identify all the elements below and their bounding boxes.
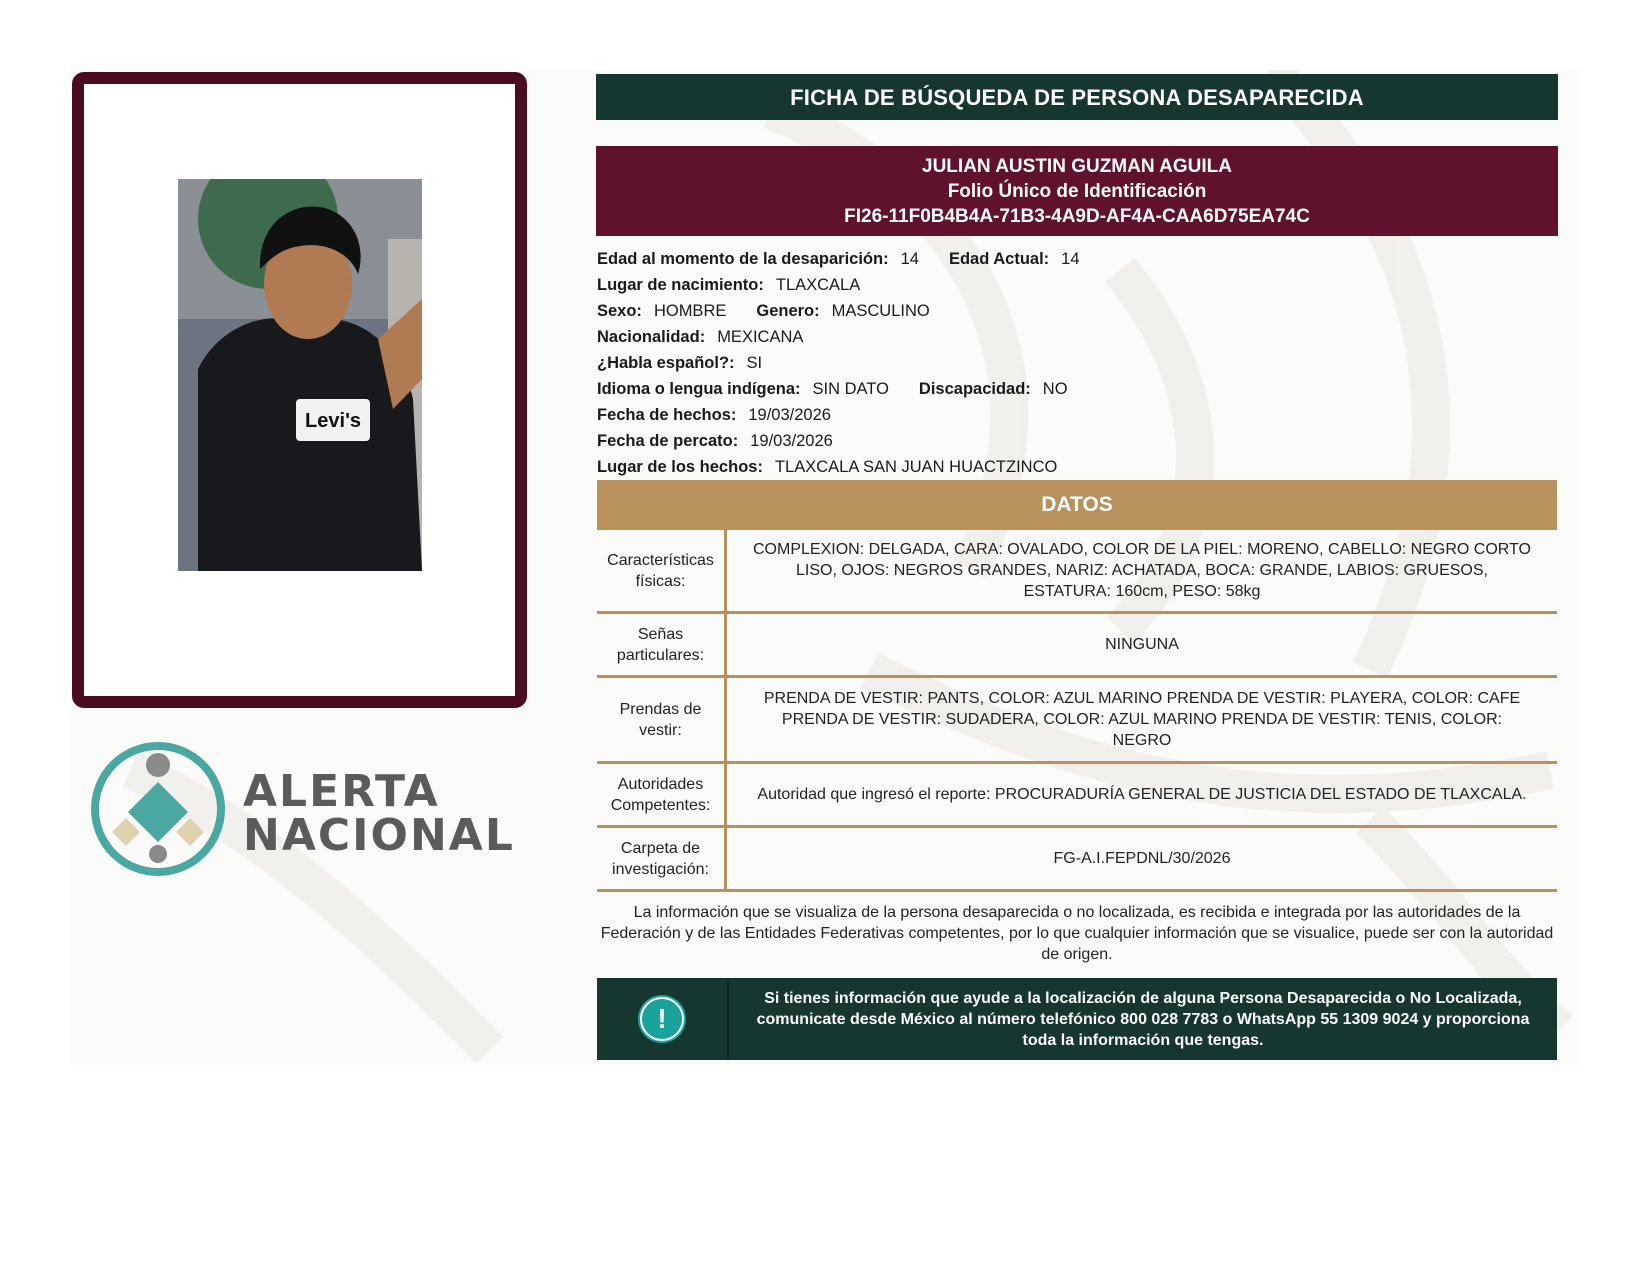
alerta-nacional-logo <box>88 738 515 880</box>
folio-value: FI26-11F0B4B4A-71B3-4A9D-AF4A-CAA6D75EA74C <box>844 206 1310 227</box>
genero-label: Genero: <box>756 302 820 320</box>
table-row <box>597 530 1557 614</box>
row-label-caracteristicas: Características físicas: <box>597 530 727 611</box>
habla-espanol-label: ¿Habla español?: <box>597 354 735 372</box>
row-label-autoridades: Autoridades Competentes: <box>597 764 727 825</box>
photo-frame <box>72 72 527 708</box>
table-row <box>597 614 1557 678</box>
row-value-autoridades: Autoridad que ingresó el reporte: PROCURADURÍA GENERAL DE JUSTICIA DEL ESTADO DE TLAXCALA. <box>757 786 1527 803</box>
edad-actual-label: Edad Actual: <box>948 250 1050 268</box>
shirt-logo-text: Levi's <box>305 410 361 432</box>
edad-desaparicion-value: 14 <box>900 250 919 268</box>
field-row-fecha-hechos <box>597 402 1557 428</box>
idioma-label: Idioma o lengua indígena: <box>597 380 801 398</box>
logo-line-2: NACIONAL <box>243 810 515 861</box>
field-row-habla-espanol <box>597 350 1557 376</box>
row-value-prendas: PRENDA DE VESTIR: PANTS, COLOR: AZUL MARINO PRENDA DE VESTIR: PLAYERA, COLOR: CAFE PRENDA DE VESTIR: SUDADERA, COLOR: AZUL MARINO PRENDA DE VESTIR: TENIS, COLOR: NEGRO <box>763 690 1521 749</box>
fecha-percato-label: Fecha de percato: <box>597 432 739 450</box>
row-label-senas: Señas particulares: <box>597 614 727 675</box>
table-row <box>597 828 1557 892</box>
discapacidad-value: NO <box>1042 380 1068 398</box>
datos-section-title: DATOS <box>597 480 1557 530</box>
field-row-sexo <box>597 298 1557 324</box>
fecha-hechos-value: 19/03/2026 <box>748 406 831 424</box>
field-row-idioma <box>597 376 1557 402</box>
logo-line-1: ALERTA <box>243 766 440 817</box>
contact-alert-text: Si tienes información que ayude a la localización de alguna Persona Desaparecida o No Localizada, comunicate desde México al número telefónico 800 028 7783 o WhatsApp 55 1309 9024 y proporciona toda la información que tengas. <box>756 989 1530 1049</box>
edad-desaparicion-label: Edad al momento de la desaparición: <box>597 250 889 268</box>
field-row-nacionalidad <box>597 324 1557 350</box>
fecha-percato-value: 19/03/2026 <box>750 432 833 450</box>
alerta-nacional-emblem-icon <box>88 738 228 880</box>
page-title: FICHA DE BÚSQUEDA DE PERSONA DESAPARECIDA <box>596 74 1558 120</box>
table-row <box>597 764 1557 828</box>
field-row-lugar-hechos <box>597 454 1557 480</box>
exclamation-icon: ! <box>640 997 684 1041</box>
idioma-value: SIN DATO <box>812 380 889 398</box>
datos-table <box>597 530 1557 892</box>
fecha-hechos-label: Fecha de hechos: <box>597 406 737 424</box>
field-row-fecha-percato <box>597 428 1557 454</box>
lugar-nacimiento-label: Lugar de nacimiento: <box>597 276 764 294</box>
contact-alert-bar <box>597 978 1557 1060</box>
discapacidad-label: Discapacidad: <box>918 380 1031 398</box>
person-photo <box>178 179 422 571</box>
nacionalidad-value: MEXICANA <box>717 328 804 346</box>
person-fields <box>597 246 1557 480</box>
logo-wordmark <box>243 766 515 861</box>
sexo-label: Sexo: <box>597 302 642 320</box>
person-name: JULIAN AUSTIN GUZMAN AGUILA <box>922 156 1232 177</box>
habla-espanol-value: SI <box>746 354 763 372</box>
row-label-prendas: Prendas de vestir: <box>597 678 727 761</box>
nacionalidad-label: Nacionalidad: <box>597 328 706 346</box>
genero-value: MASCULINO <box>831 302 930 320</box>
row-value-senas: NINGUNA <box>1105 636 1179 653</box>
row-label-carpeta: Carpeta de investigación: <box>597 828 727 889</box>
edad-actual-value: 14 <box>1061 250 1080 268</box>
field-row-lugar-nacimiento <box>597 272 1557 298</box>
lugar-nacimiento-value: TLAXCALA <box>775 276 861 294</box>
folio-label: Folio Único de Identificación <box>947 181 1207 202</box>
alert-icon-cell <box>597 978 729 1060</box>
lugar-hechos-label: Lugar de los hechos: <box>597 458 763 476</box>
row-value-carpeta: FG-A.I.FEPDNL/30/2026 <box>1053 850 1231 867</box>
sexo-value: HOMBRE <box>653 302 727 320</box>
disclaimer-text: La información que se visualiza de la persona desaparecida o no localizada, es recibida e integrada por las autoridades de la Federación y de las Entidades Federativas competentes, por lo que cualquier información que se visualice, puede ser con la autoridad de origen. <box>600 904 1554 963</box>
lugar-hechos-value: TLAXCALA SAN JUAN HUACTZINCO <box>774 458 1058 476</box>
person-identity-block <box>596 146 1558 236</box>
row-value-caracteristicas: COMPLEXION: DELGADA, CARA: OVALADO, COLOR DE LA PIEL: MORENO, CABELLO: NEGRO CORTO LISO, OJOS: NEGROS GRANDES, NARIZ: ACHATADA, BOCA: GRANDE, LABIOS: GRUESOS, ESTATURA: 160cm, PESO: 58kg <box>753 541 1531 600</box>
field-row-edad <box>597 246 1557 272</box>
table-row <box>597 678 1557 764</box>
